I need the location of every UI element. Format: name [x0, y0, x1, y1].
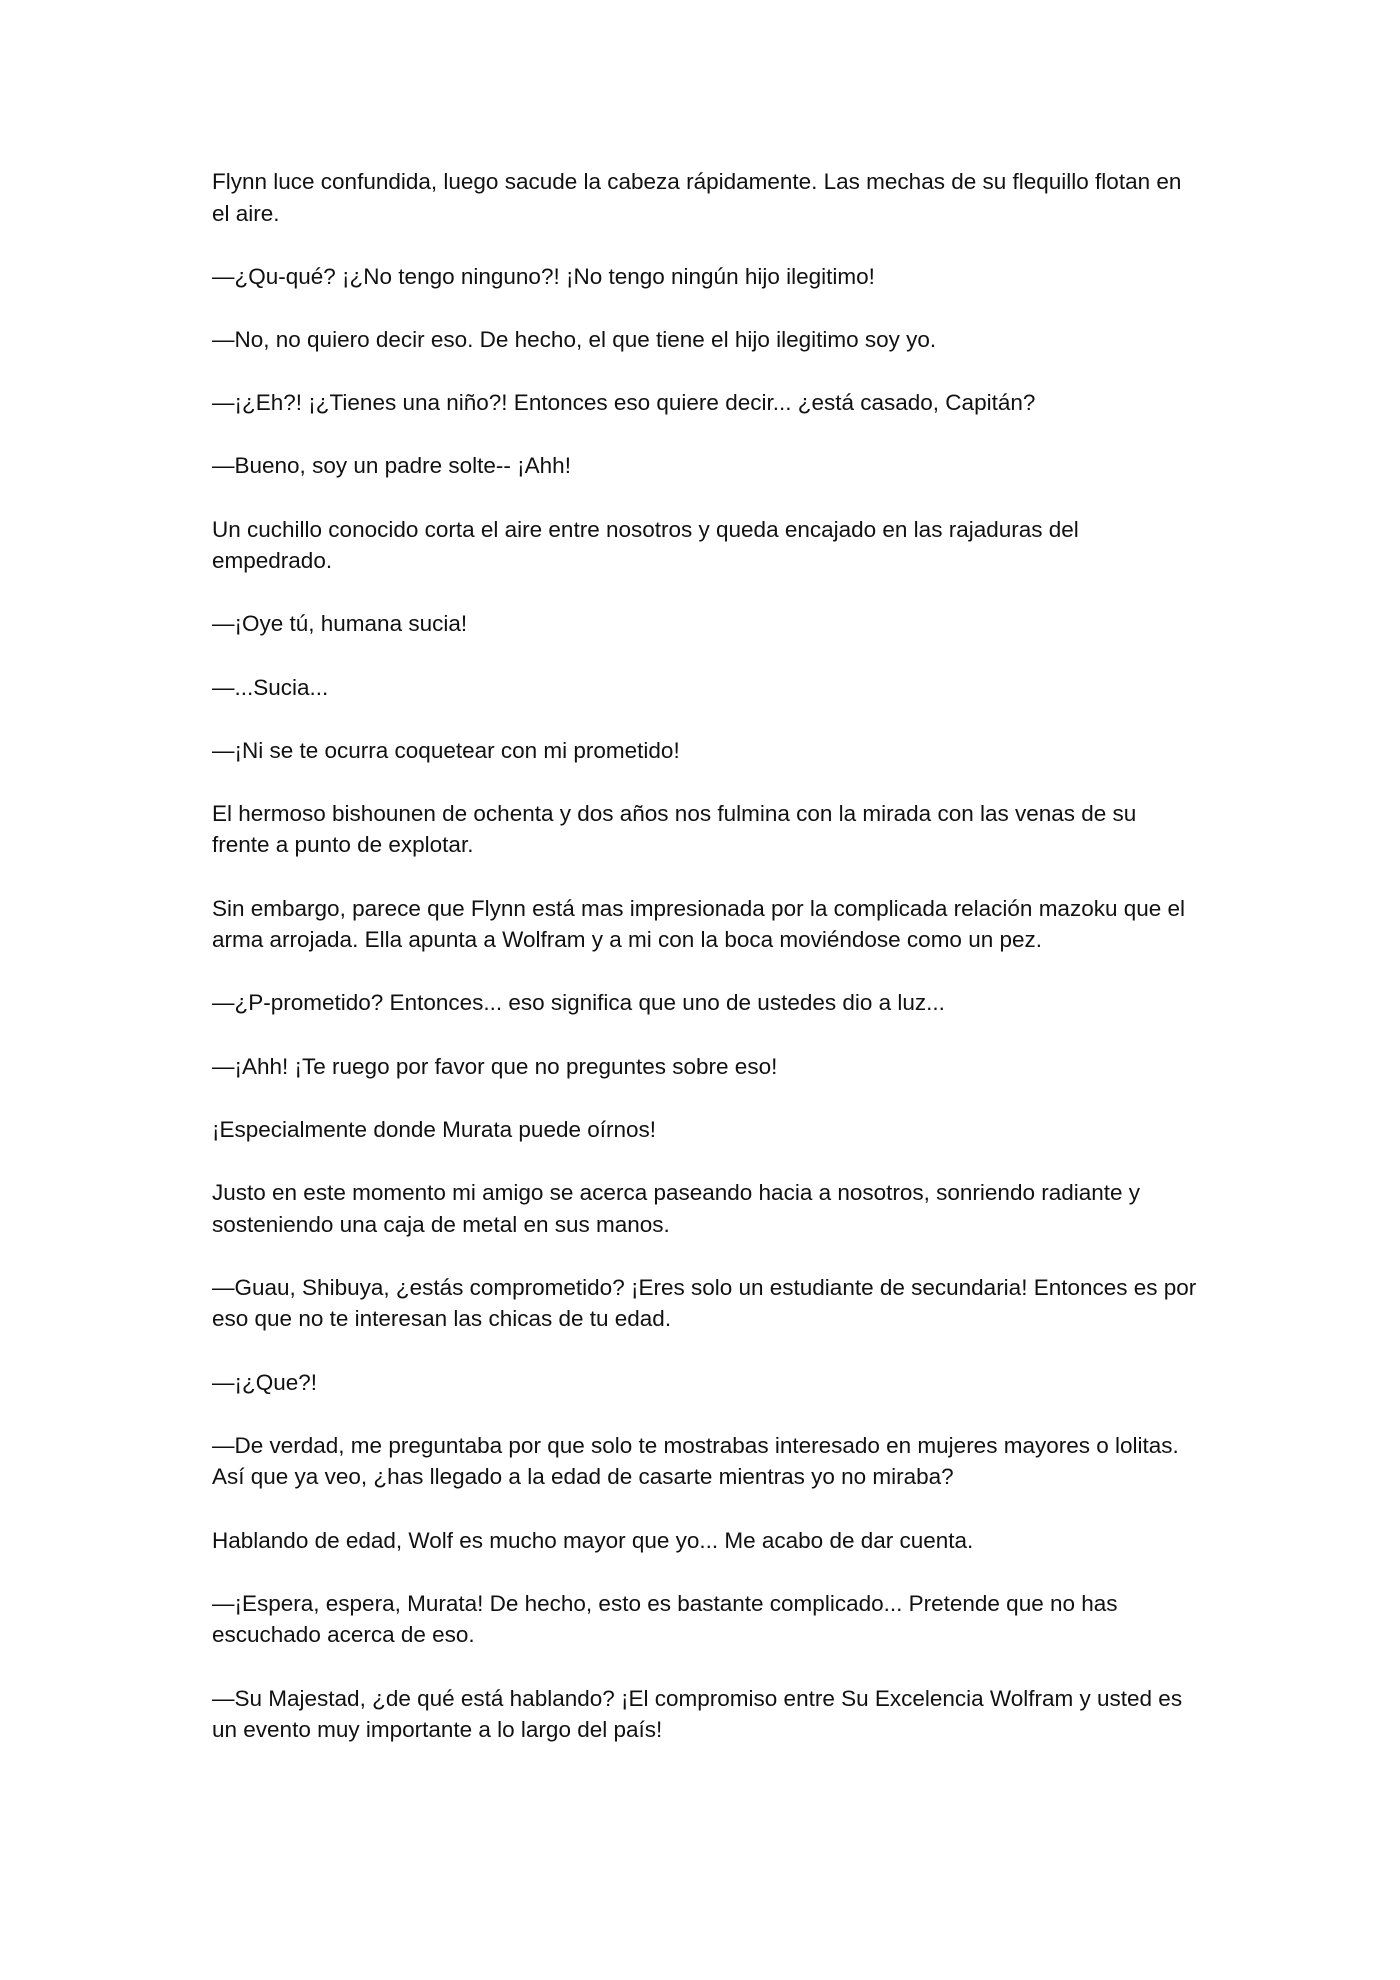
- paragraph: —¿P-prometido? Entonces... eso significa que uno de ustedes dio a luz...: [212, 990, 945, 1016]
- paragraph: —¡Oye tú, humana sucia!: [212, 611, 468, 637]
- paragraph: —Su Majestad, ¿de qué está hablando? ¡El compromiso entre Su Excelencia Wolfram y usted es un evento muy importante a lo largo del país!: [212, 1685, 1183, 1743]
- paragraph: ¡Especialmente donde Murata puede oírnos!: [212, 1116, 657, 1142]
- paragraph: Justo en este momento mi amigo se acerca paseando hacia a nosotros, sonriendo radiante y sosteniendo una caja de metal en sus manos.: [212, 1180, 1141, 1237]
- paragraph: —Guau, Shibuya, ¿estás comprometido? ¡Eres solo un estudiante de secundaria! Entonces es por eso que no te interesan las chicas de tu edad.: [212, 1274, 1197, 1332]
- document-body: [212, 166, 1197, 1777]
- paragraph: —¡Espera, espera, Murata! De hecho, esto es bastante complicado... Pretende que no has escuchado acerca de eso.: [212, 1590, 1118, 1648]
- paragraph: —No, no quiero decir eso. De hecho, el que tiene el hijo ilegitimo soy yo.: [212, 326, 937, 352]
- paragraph: —¡¿Eh?! ¡¿Tienes una niño?! Entonces eso quiere decir... ¿está casado, Capitán?: [212, 390, 1036, 416]
- paragraph: Un cuchillo conocido corta el aire entre nosotros y queda encajado en las rajaduras del empedrado.: [212, 516, 1079, 574]
- paragraph: —¡¿Que?!: [212, 1369, 318, 1395]
- paragraph: —Bueno, soy un padre solte-- ¡Ahh!: [212, 453, 571, 479]
- paragraph: —¿Qu-qué? ¡¿No tengo ninguno?! ¡No tengo ningún hijo ilegitimo!: [212, 263, 875, 289]
- paragraph: —...Sucia...: [212, 674, 329, 700]
- paragraph: Sin embargo, parece que Flynn está mas impresionada por la complicada relación mazoku que el arma arrojada. Ella apunta a Wolfram y a mi con la boca moviéndose como un pez.: [212, 895, 1186, 953]
- paragraph: El hermoso bishounen de ochenta y dos años nos fulmina con la mirada con las venas de su frente a punto de explotar.: [212, 800, 1137, 858]
- paragraph: —De verdad, me preguntaba por que solo te mostrabas interesado en mujeres mayores o lolitas. Así que ya veo, ¿has llegado a la edad de casarte mientras yo no miraba?: [212, 1432, 1179, 1490]
- paragraph: —¡Ahh! ¡Te ruego por favor que no preguntes sobre eso!: [212, 1053, 778, 1079]
- paragraph: Flynn luce confundida, luego sacude la cabeza rápidamente. Las mechas de su flequillo flotan en el aire.: [212, 169, 1182, 226]
- paragraph: Hablando de edad, Wolf es mucho mayor que yo... Me acabo de dar cuenta.: [212, 1527, 974, 1553]
- paragraph: —¡Ni se te ocurra coquetear con mi prometido!: [212, 737, 680, 763]
